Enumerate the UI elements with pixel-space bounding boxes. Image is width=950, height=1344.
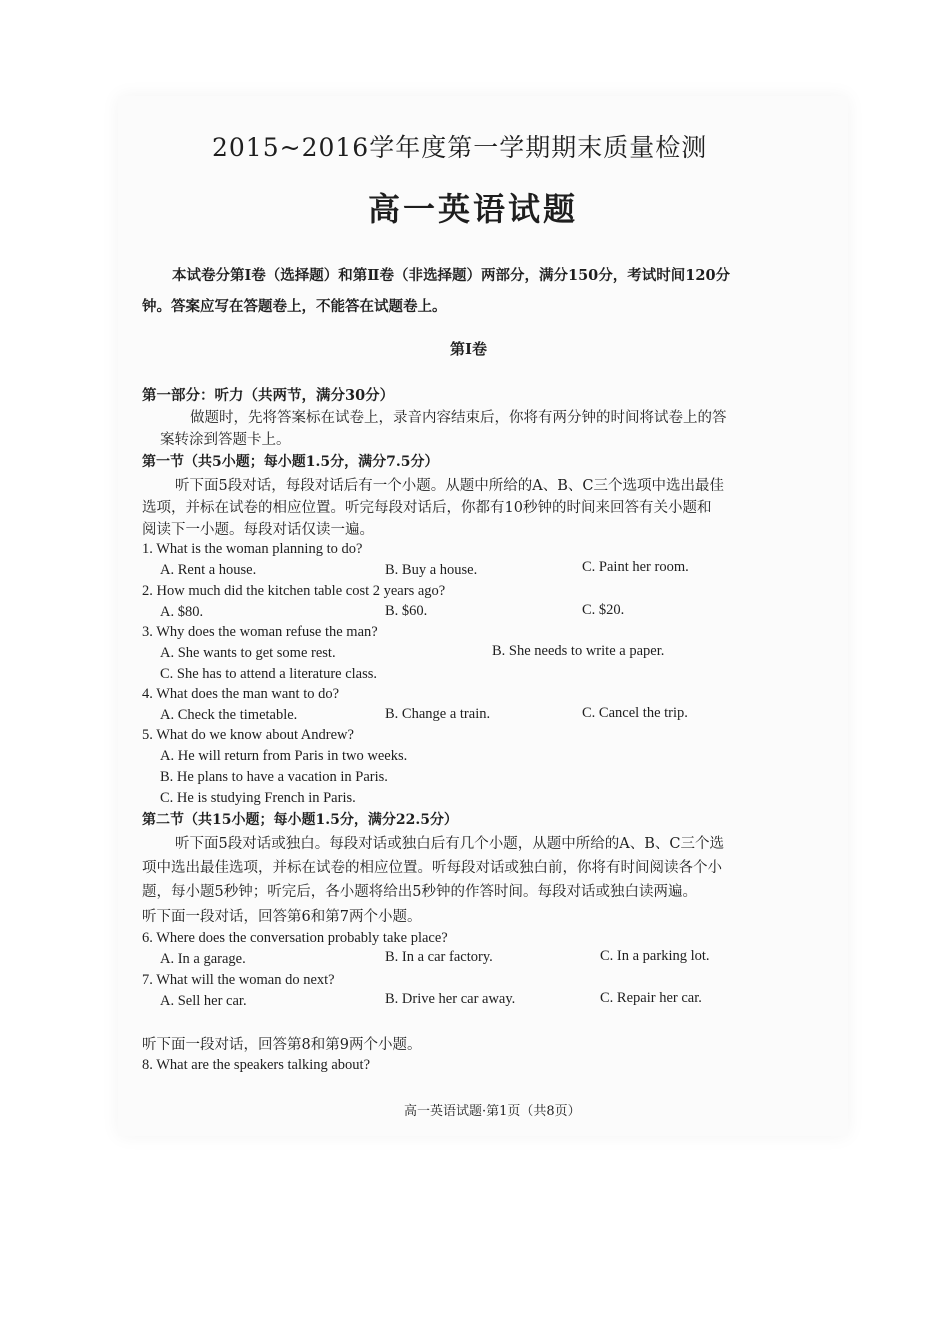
section2-instruction-line-1: 听下面5段对话或独白。每段对话或独白后有几个小题，从题中所给的A、B、C三个选 (175, 836, 724, 852)
section2-group-2-instruction: 听下面一段对话，回答第8和第9两个小题。 (142, 1037, 422, 1053)
part1-instruction-line-2: 案转涂到答题卡上。 (160, 432, 291, 448)
part1-instruction-line-1: 做题时，先将答案标在试卷上，录音内容结束后，你将有两分钟的时间将试卷上的答 (190, 410, 727, 426)
exam-title: 2015~2016学年度第一学期期末质量检测 (212, 133, 708, 162)
intro-line-1: 本试卷分第Ⅰ卷（选择题）和第Ⅱ卷（非选择题）两部分，满分150分，考试时间120分 (172, 267, 731, 284)
section2-group-1-instruction: 听下面一段对话，回答第6和第7两个小题。 (142, 909, 422, 925)
section2-instruction-line-2: 项中选出最佳选项，并标在试卷的相应位置。听每段对话或独白前，你将有时间阅读各个小 (142, 860, 722, 876)
question-8-stem: 8. What are the speakers talking about? (142, 1057, 371, 1073)
section1-instruction-line-3: 阅读下一小题。每段对话仅读一遍。 (142, 522, 374, 538)
intro-line-2: 钟。答案应写在答题卷上，不能答在试题卷上。 (142, 298, 447, 315)
question-6-option-b: B. In a car factory. (385, 949, 493, 965)
question-3-option-c: C. She has to attend a literature class. (160, 666, 378, 682)
question-7-option-b: B. Drive her car away. (385, 991, 516, 1007)
question-5-option-c: C. He is studying French in Paris. (160, 790, 356, 806)
section1-title: 第一节（共5小题；每小题1.5分，满分7.5分） (142, 454, 439, 470)
question-6-option-a: A. In a garage. (160, 951, 246, 967)
question-2-option-b: B. $60. (385, 603, 428, 619)
question-4-stem: 4. What does the man want to do? (142, 686, 340, 702)
page-footer: 高一英语试题·第1页（共8页） (404, 1104, 581, 1119)
section2-title: 第二节（共15小题；每小题1.5分，满分22.5分） (142, 812, 458, 828)
section1-instruction-line-2: 选项，并标在试卷的相应位置。听完每段对话后，你都有10秒钟的时间来回答有关小题和 (142, 500, 712, 516)
question-3-stem: 3. Why does the woman refuse the man? (142, 624, 378, 640)
question-7-option-a: A. Sell her car. (160, 993, 247, 1009)
subject-title: 高一英语试题 (368, 190, 579, 228)
question-2-stem: 2. How much did the kitchen table cost 2 years ago? (142, 583, 446, 599)
question-4-option-b: B. Change a train. (385, 706, 491, 722)
question-2-option-a: A. $80. (160, 604, 204, 620)
question-1-stem: 1. What is the woman planning to do? (142, 541, 363, 557)
question-6-stem: 6. Where does the conversation probably take place? (142, 930, 448, 946)
question-7-stem: 7. What will the woman do next? (142, 972, 335, 988)
section1-instruction-line-1: 听下面5段对话，每段对话后有一个小题。从题中所给的A、B、C三个选项中选出最佳 (175, 478, 724, 494)
question-5-stem: 5. What do we know about Andrew? (142, 727, 354, 743)
volume-label: 第Ⅰ卷 (450, 340, 488, 358)
intro-paragraph (142, 260, 812, 322)
section2-instruction-line-3: 题，每小题5秒钟；听完后，各小题将给出5秒钟的作答时间。每段对话或独白读两遍。 (142, 884, 697, 900)
question-4-option-c: C. Cancel the trip. (582, 705, 688, 721)
part1-title: 第一部分：听力（共两节，满分30分） (142, 387, 395, 404)
question-7-option-c: C. Repair her car. (600, 990, 702, 1006)
question-1-option-a: A. Rent a house. (160, 562, 257, 578)
question-5-option-b: B. He plans to have a vacation in Paris. (160, 769, 388, 785)
question-1-option-c: C. Paint her room. (582, 559, 689, 575)
question-1-option-b: B. Buy a house. (385, 562, 478, 578)
question-2-option-c: C. $20. (582, 602, 625, 618)
question-5-option-a: A. He will return from Paris in two weeks. (160, 748, 408, 764)
question-6-option-c: C. In a parking lot. (600, 948, 710, 964)
question-4-option-a: A. Check the timetable. (160, 707, 298, 723)
question-3-option-a: A. She wants to get some rest. (160, 645, 336, 661)
question-3-option-b: B. She needs to write a paper. (492, 643, 665, 659)
